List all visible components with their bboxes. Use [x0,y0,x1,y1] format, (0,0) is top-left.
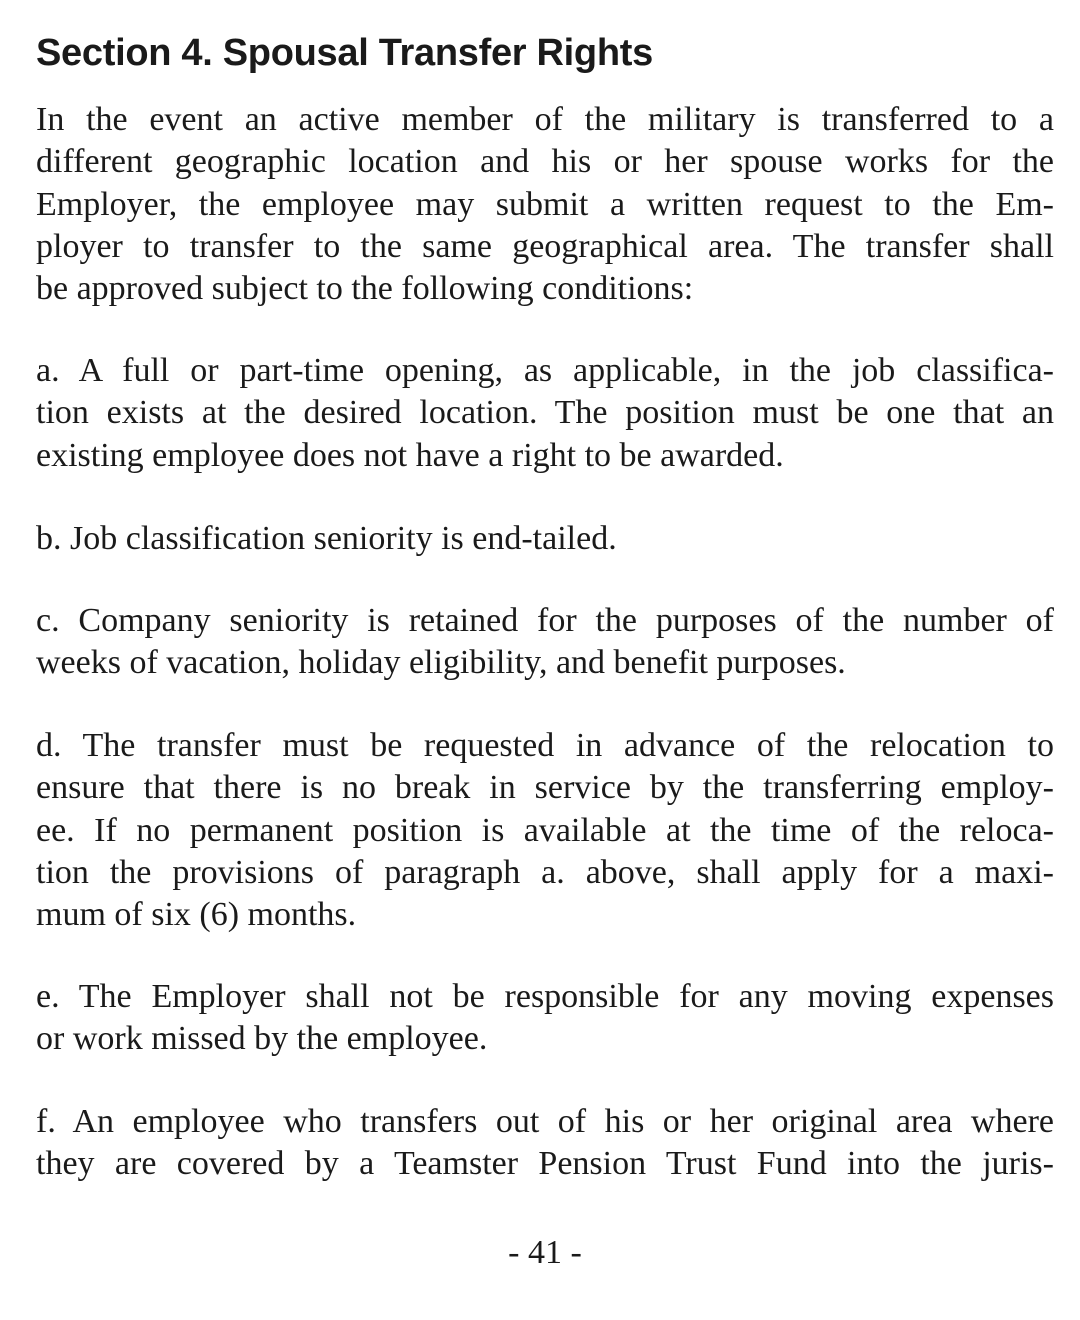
text-line: a. A full or part-time opening, as applicable, in the job classifica- [36,352,1054,389]
section-heading: Section 4. Spousal Transfer Rights [36,32,653,74]
condition-d [36,725,1054,936]
text-line: tion exists at the desired location. The position must be one that an [36,394,1054,432]
text-line: ee. If no permanent position is available at the time of the reloca- [36,811,1054,849]
condition-c [36,600,1054,685]
text-line: existing employee does not have a right to be awarded. [36,436,784,474]
condition-e [36,976,1054,1061]
text-line: mum of six (6) months. [36,896,357,934]
text-line: different geographic location and his or her spouse works for the [36,143,1054,181]
text-line: they are covered by a Teamster Pension Trust Fund into the juris- [36,1145,1054,1183]
text-line: Employer, the employee may submit a written request to the Em- [36,185,1054,223]
text-line: ployer to transfer to the same geographical area. The transfer shall [36,227,1054,265]
text-line: tion the provisions of paragraph a. above, shall apply for a maxi- [36,853,1054,891]
condition-a [36,350,1054,477]
text-line: c. Company seniority is retained for the purposes of the number of [36,602,1054,639]
intro-paragraph [36,99,1054,310]
text-line: weeks of vacation, holiday eligibility, and benefit purposes. [36,644,846,682]
text-line: In the event an active member of the military is transferred to a [36,101,1054,138]
text-line: e. The Employer shall not be responsible for any moving expenses [36,978,1054,1015]
text-line: d. The transfer must be requested in advance of the relocation to [36,727,1054,764]
text-line: be approved subject to the following conditions: [36,270,694,308]
text-line: or work missed by the employee. [36,1020,488,1058]
text-line: b. Job classification seniority is end-tailed. [36,520,617,557]
condition-f [36,1101,1054,1186]
text-line: ensure that there is no break in service by the transferring employ- [36,769,1054,807]
page-number: - 41 - [508,1234,582,1271]
condition-b [36,518,1054,560]
text-line: f. An employee who transfers out of his or her original area where [36,1103,1054,1140]
